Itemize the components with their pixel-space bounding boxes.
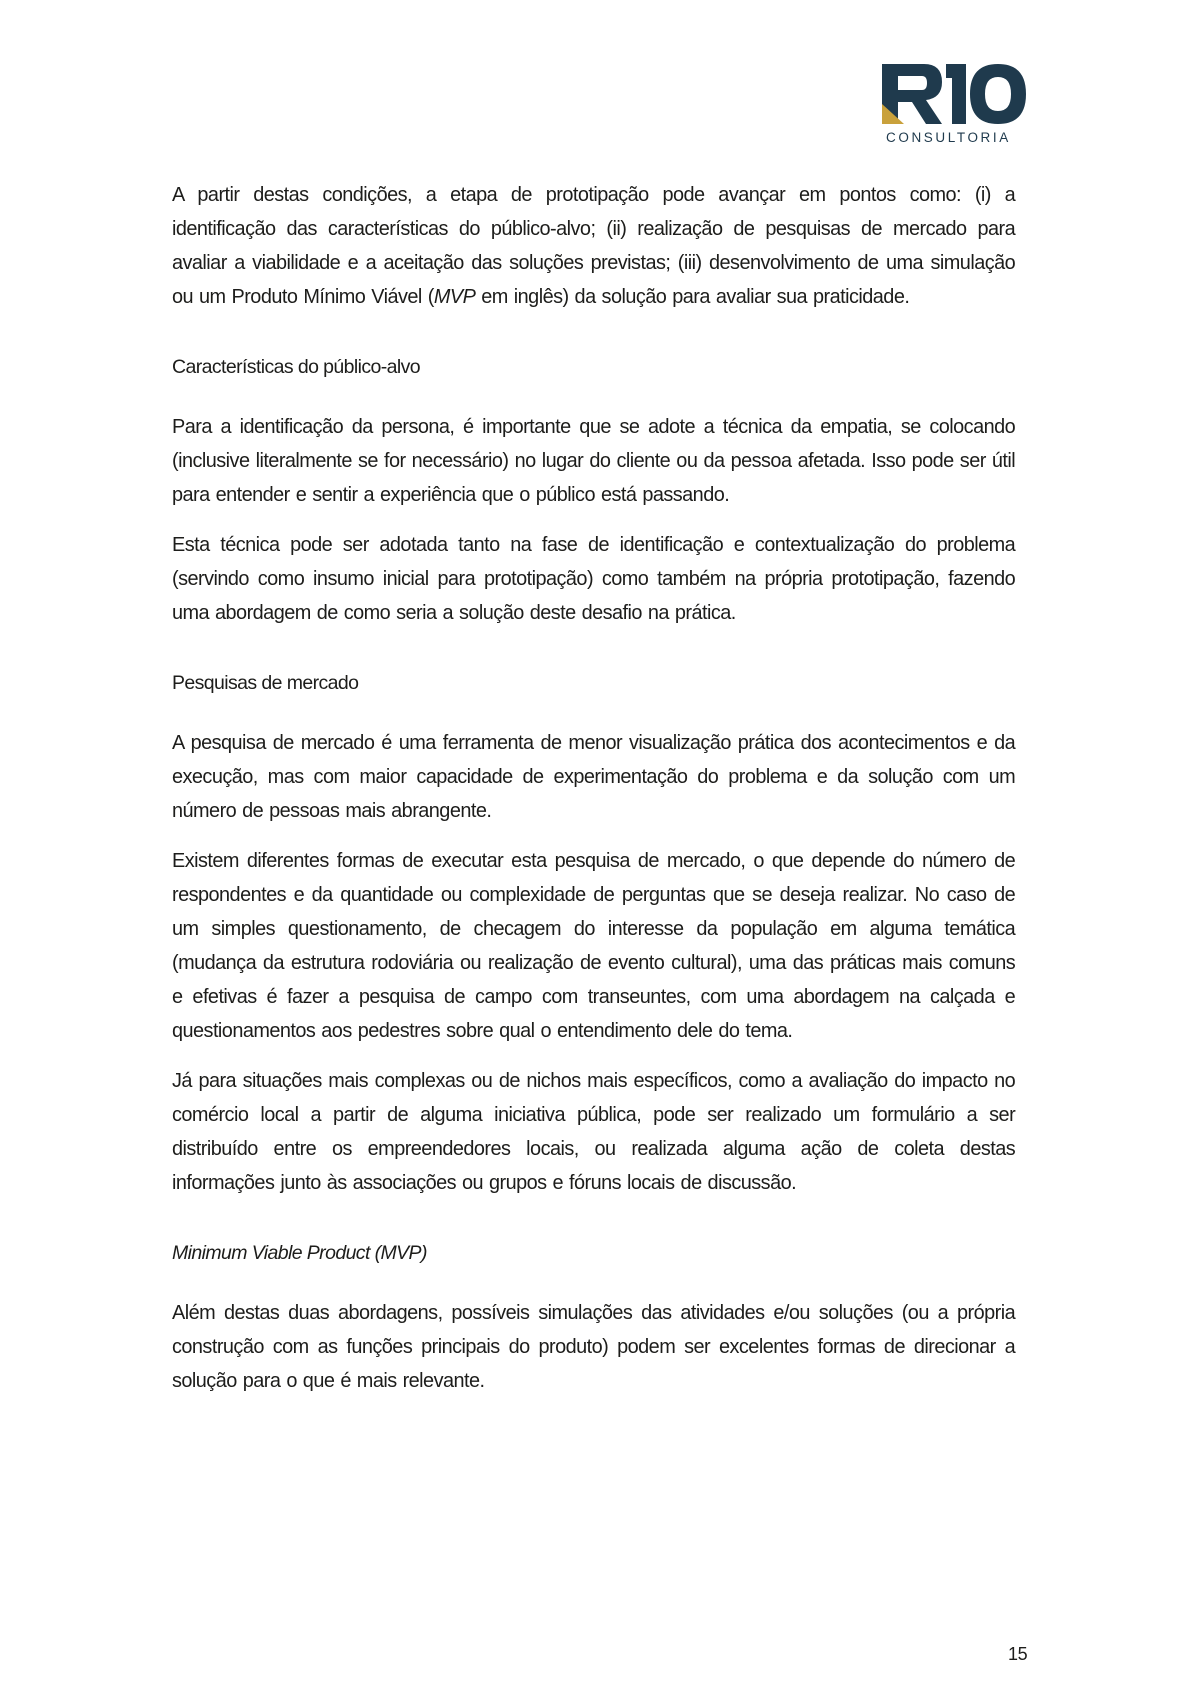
paragraph: Para a identificação da persona, é importante que se adote a técnica da empatia, se colocando (inclusive literalmente se for necessário) no lugar do cliente ou da pessoa afetada. Isso pode ser útil para entender e sentir a experiência que o público está passando. xyxy=(172,416,1016,506)
section-heading-publico-alvo: Características do público-alvo xyxy=(172,356,421,378)
page-number: 15 xyxy=(1008,1644,1028,1664)
paragraph: Além destas duas abordagens, possíveis simulações das atividades e/ou soluções (ou a própria construção com as funções principais do produto) podem ser excelentes formas de direcionar a solução para o que é mais relevante. xyxy=(172,1302,1016,1392)
document-body xyxy=(172,178,1028,1398)
logo-subtitle: CONSULTORIA xyxy=(886,130,1011,145)
paragraph: Existem diferentes formas de executar esta pesquisa de mercado, o que depende do número de respondentes e da quantidade ou complexidade de perguntas que se deseja realizar. No caso de um simples questionamento, de checagem do interesse da população em alguma temática (mudança da estrutura rodoviária ou realização de evento cultural), uma das práticas mais comuns e efetivas é fazer a pesquisa de campo com transeuntes, com uma abordagem na calçada e questionamentos aos pedestres sobre qual o entendimento dele do tema. xyxy=(172,850,1016,1042)
paragraph: Esta técnica pode ser adotada tanto na fase de identificação e contextualização do problema (servindo como insumo inicial para prototipação) como também na própria prototipação, fazendo uma abordagem de como seria a solução deste desafio na prática. xyxy=(172,534,1016,624)
section-heading-mvp: Minimum Viable Product (MVP) xyxy=(172,1242,427,1264)
paragraph: Já para situações mais complexas ou de nichos mais específicos, como a avaliação do impacto no comércio local a partir de alguma iniciativa pública, pode ser realizado um formulário a ser distribuído entre os empreendedores locais, ou realizada alguma ação de coleta destas informações junto às associações ou grupos e fóruns locais de discussão. xyxy=(172,1070,1016,1194)
paragraph: A pesquisa de mercado é uma ferramenta de menor visualização prática dos acontecimentos e da execução, mas com maior capacidade de experimentação do problema e da solução com um número de pessoas mais abrangente. xyxy=(172,732,1016,822)
r10-consultoria-logo xyxy=(880,60,1030,146)
logo-mark-icon xyxy=(880,60,1030,146)
intro-paragraph: A partir destas condições, a etapa de prototipação pode avançar em pontos como: (i) a identificação das características do público-alvo; (ii) realização de pesquisas de mercado para avaliar a viabilidade e a aceitação das soluções previstas; (iii) desenvolvimento de uma simulação ou um Produto Mínimo Viável (MVP em inglês) da solução para avaliar sua praticidade. xyxy=(172,184,1016,308)
section-heading-pesquisas-de-mercado: Pesquisas de mercado xyxy=(172,672,359,694)
